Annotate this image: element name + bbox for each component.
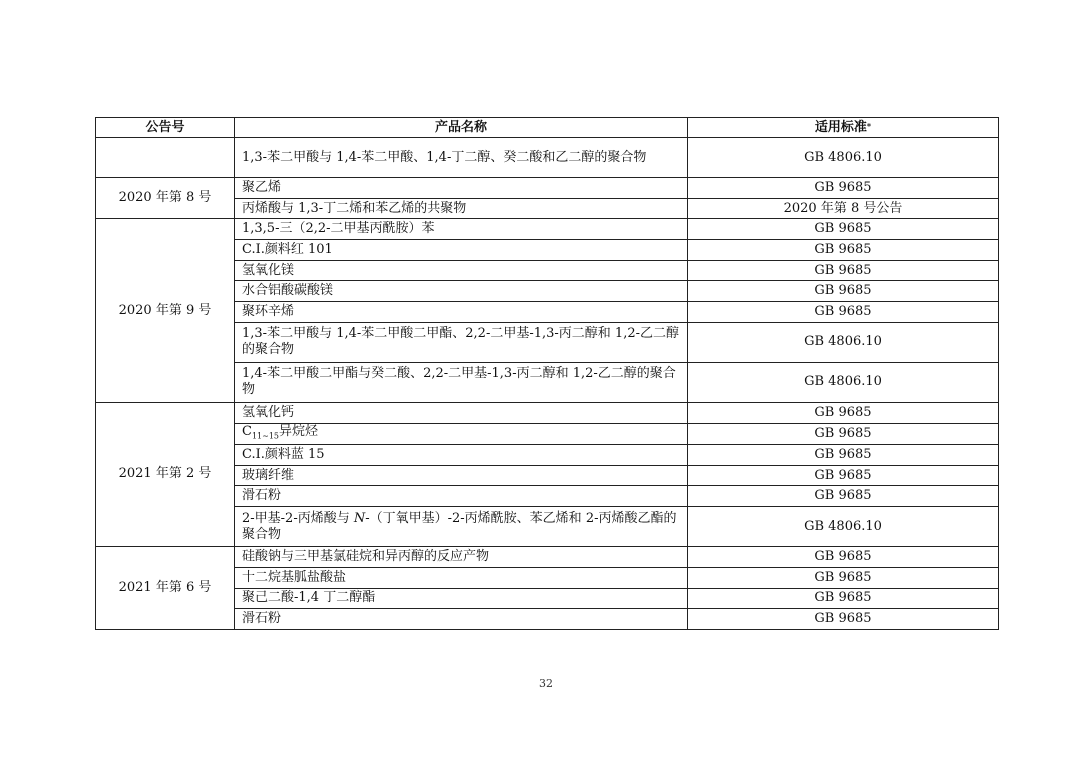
standard-cell: GB 9685: [688, 423, 999, 445]
standard-cell: GB 9685: [688, 281, 999, 302]
standard-cell: GB 9685: [688, 302, 999, 323]
product-cell: 1,3,5-三（2,2-二甲基丙酰胺）苯: [235, 219, 688, 240]
standard-cell: GB 4806.10: [688, 322, 999, 362]
header-notice: 公告号: [96, 118, 235, 138]
product-part-b: -（丁氧甲基）-2-丙烯酰胺、苯乙烯和 2-丙烯酸乙酯的聚合物: [242, 510, 677, 542]
notice-cell: 2021 年第 2 号: [96, 402, 235, 546]
standard-cell: GB 9685: [688, 567, 999, 588]
product-cell: 1,4-苯二甲酸二甲酯与癸二酸、2,2-二甲基-1,3-丙二醇和 1,2-乙二醇的聚合物: [235, 362, 688, 402]
standard-cell: GB 9685: [688, 609, 999, 630]
standard-cell: GB 9685: [688, 219, 999, 240]
product-cell: 氢氧化镁: [235, 260, 688, 281]
standard-cell: GB 9685: [688, 588, 999, 609]
product-part-a: 2-甲基-2-丙烯酸与: [242, 510, 354, 526]
standard-cell: GB 9685: [688, 486, 999, 507]
standard-cell: 2020 年第 8 号公告: [688, 198, 999, 219]
header-standard-note: *: [866, 120, 872, 131]
standard-cell: GB 4806.10: [688, 362, 999, 402]
table-header-row: [96, 118, 999, 138]
table-row: [96, 402, 999, 423]
product-cell: 玻璃纤维: [235, 465, 688, 486]
table-row: [96, 219, 999, 240]
product-cell: 滑石粉: [235, 486, 688, 507]
header-product: 产品名称: [235, 118, 688, 138]
standard-cell: GB 9685: [688, 178, 999, 199]
product-cell: 聚己二酸-1,4 丁二醇酯: [235, 588, 688, 609]
page-number: 32: [539, 677, 553, 690]
product-main: C: [242, 423, 252, 439]
product-cell: 聚环辛烯: [235, 302, 688, 323]
product-italic: N: [353, 510, 366, 526]
standard-cell: GB 9685: [688, 402, 999, 423]
header-standard-label: 适用标准: [814, 119, 867, 135]
notice-cell: 2021 年第 6 号: [96, 547, 235, 630]
notice-cell: 2020 年第 8 号: [96, 178, 235, 219]
product-cell: 十二烷基胍盐酸盐: [235, 567, 688, 588]
standard-cell: GB 9685: [688, 547, 999, 568]
notice-cell: 2020 年第 9 号: [96, 219, 235, 402]
product-cell: 滑石粉: [235, 609, 688, 630]
standard-cell: GB 9685: [688, 445, 999, 466]
table-row: [96, 547, 999, 568]
product-cell: 1,3-苯二甲酸与 1,4-苯二甲酸二甲酯、2,2-二甲基-1,3-丙二醇和 1,2-乙二醇的聚合物: [235, 322, 688, 362]
product-cell: C.I.颜料红 101: [235, 240, 688, 261]
table-row: [96, 138, 999, 178]
standards-table: [95, 117, 999, 630]
standard-cell: GB 9685: [688, 260, 999, 281]
standard-cell: GB 9685: [688, 465, 999, 486]
product-cell: C.I.颜料蓝 15: [235, 445, 688, 466]
product-cell: 1,3-苯二甲酸与 1,4-苯二甲酸、1,4-丁二醇、癸二酸和乙二醇的聚合物: [235, 138, 688, 178]
standard-cell: GB 4806.10: [688, 507, 999, 547]
product-subscript: 11~15: [251, 431, 280, 441]
product-cell: 聚乙烯: [235, 178, 688, 199]
product-cell: 水合铝酸碳酸镁: [235, 281, 688, 302]
product-cell: 氢氧化钙: [235, 402, 688, 423]
table-row: [96, 178, 999, 199]
product-cell: [235, 507, 688, 547]
header-standard: [688, 118, 999, 138]
product-rest: 异烷烃: [279, 423, 319, 439]
notice-cell: [96, 138, 235, 178]
standard-cell: GB 4806.10: [688, 138, 999, 178]
product-cell: 丙烯酸与 1,3-丁二烯和苯乙烯的共聚物: [235, 198, 688, 219]
product-cell: [235, 423, 688, 445]
standard-cell: GB 9685: [688, 240, 999, 261]
product-cell: 硅酸钠与三甲基氯硅烷和异丙醇的反应产物: [235, 547, 688, 568]
